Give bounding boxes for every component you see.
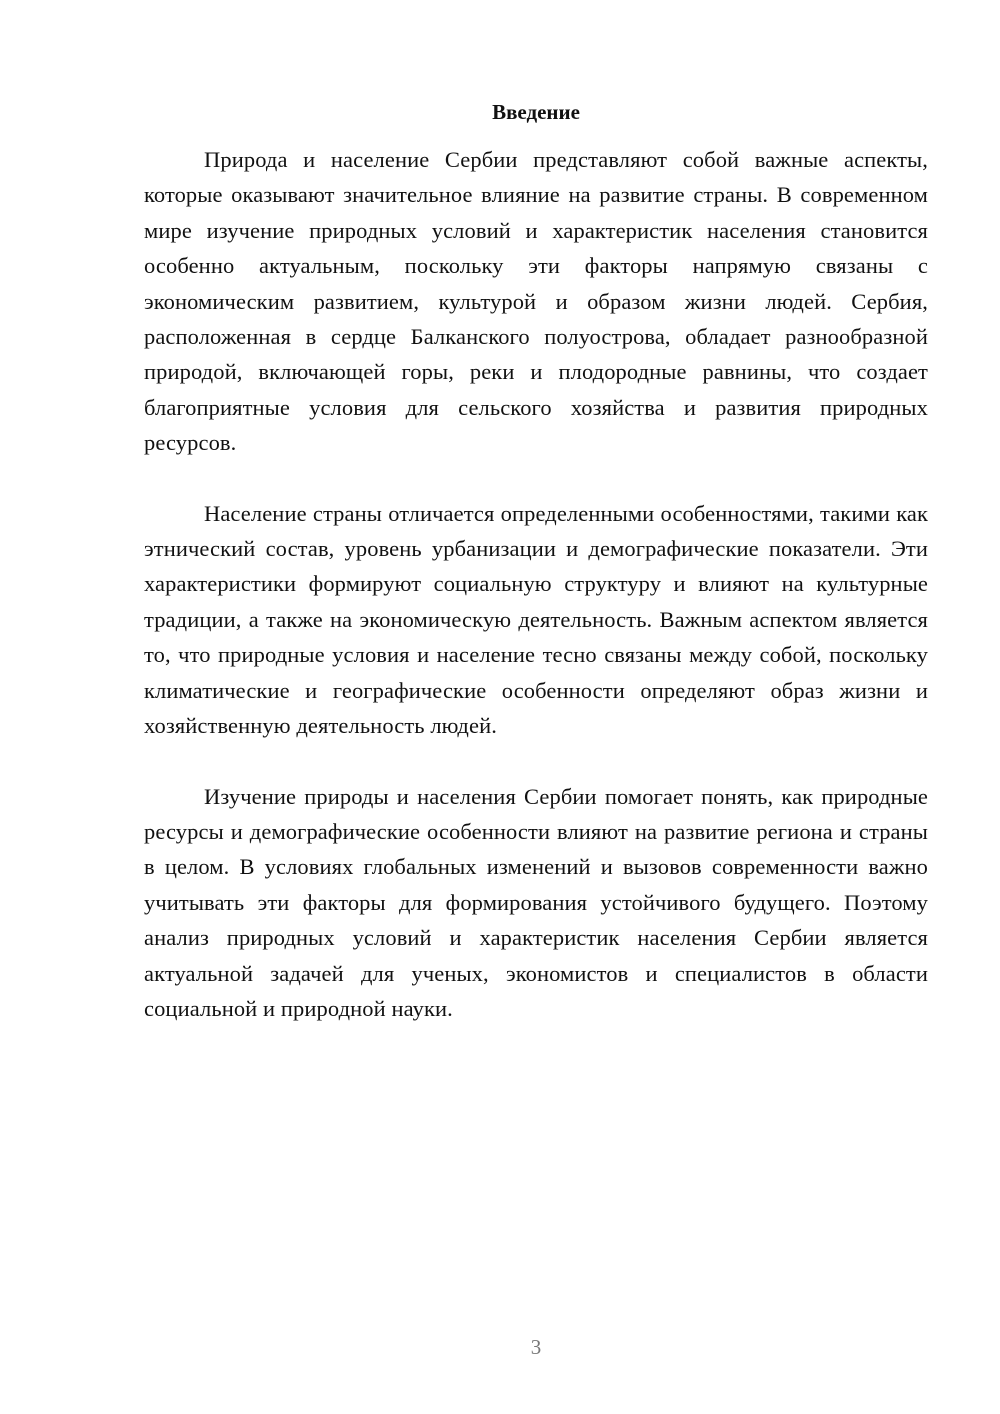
body-text: [144, 142, 928, 1026]
paragraph-1: Природа и население Сербии представляют собой важные аспекты, которые оказывают значительное влияние на развитие страны. В современном мире изучение природных условий и характеристик населения становится особенно актуальным, поскольку эти факторы напрямую связаны с экономическим развитием, культурой и образом жизни людей. Сербия, расположенная в сердце Балканского полуострова, обладает разнообразной природой, включающей горы, реки и плодородные равнины, что создает благоприятные условия для сельского хозяйства и развития природных ресурсов.: [144, 147, 928, 456]
paragraph-3: Изучение природы и населения Сербии помогает понять, как природные ресурсы и демографические особенности влияют на развитие региона и страны в целом. В условиях глобальных изменений и вызовов современности важно учитывать эти факторы для формирования устойчивого будущего. Поэтому анализ природных условий и характеристик населения Сербии является актуальной задачей для ученых, экономистов и специалистов в области социальной и природной науки.: [144, 783, 928, 1021]
page-title: Введение: [492, 100, 580, 124]
page-number: 3: [530, 1335, 542, 1359]
paragraph-2: Население страны отличается определенными особенностями, такими как этнический состав, уровень урбанизации и демографические показатели. Эти характеристики формируют социальную структуру и влияют на культурные традиции, а также на экономическую деятельность. Важным аспектом является то, что природные условия и население тесно связаны между собой, поскольку климатические и географические особенности определяют образ жизни и хозяйственную деятельность людей.: [144, 500, 928, 739]
